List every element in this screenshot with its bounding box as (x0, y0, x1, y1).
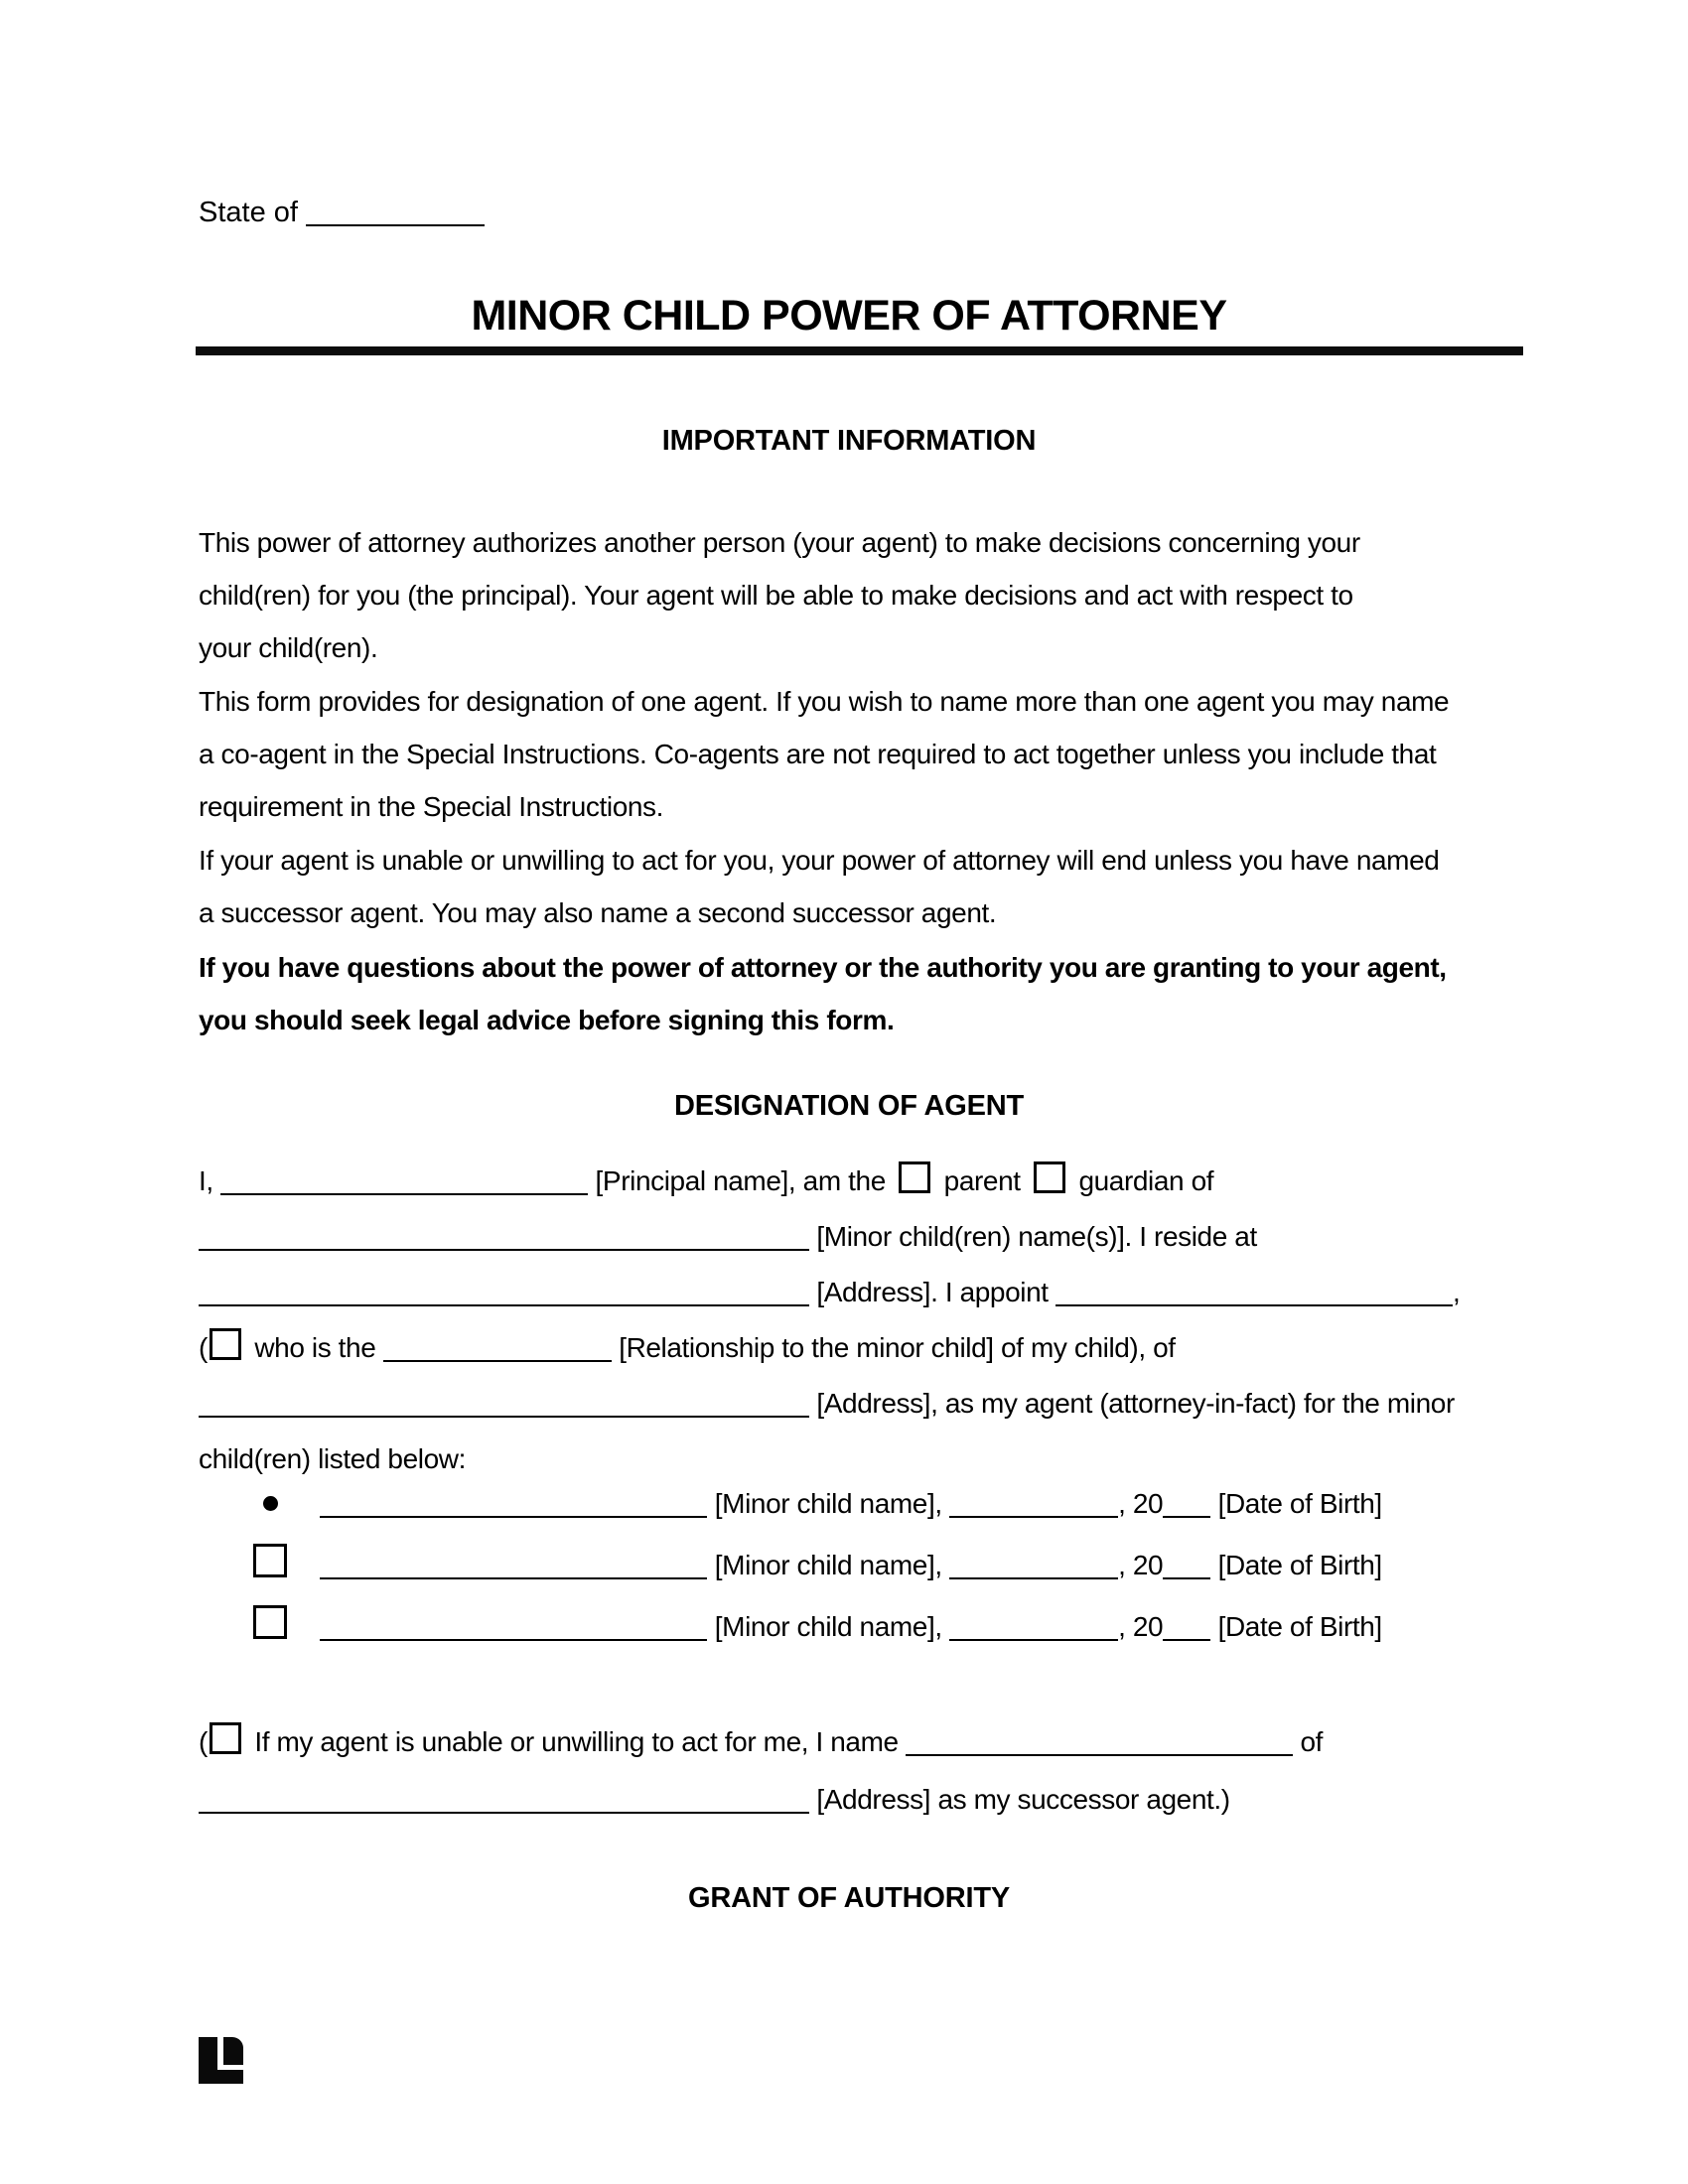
child-dob-blank[interactable] (949, 1548, 1118, 1579)
paragraph-line: If you have questions about the power of attorney or the authority you are granting to your agent, (199, 952, 1447, 983)
child-dob-blank[interactable] (949, 1609, 1118, 1641)
successor-name-blank[interactable] (906, 1724, 1293, 1756)
designation-line-5 (199, 1376, 1460, 1432)
child-2-marker (253, 1535, 287, 1596)
agent-name-blank[interactable] (1055, 1275, 1453, 1306)
child-list-intro-label: child(ren) listed below: (199, 1443, 466, 1474)
date-of-birth-label: [Date of Birth] (1217, 1488, 1382, 1519)
residence-address-blank[interactable] (199, 1275, 809, 1306)
relationship-label: [Relationship to the minor child] of my child), of (619, 1332, 1176, 1363)
date-of-birth-label: [Date of Birth] (1217, 1550, 1382, 1580)
designation-block (199, 1154, 1460, 1487)
child-row-2 (199, 1535, 1499, 1596)
comma-suffix: , (1453, 1277, 1461, 1307)
principal-name-blank[interactable] (220, 1163, 588, 1195)
paragraph-line: you should seek legal advice before signing this form. (199, 1005, 895, 1035)
residence-address-label: [Address]. I appoint (816, 1277, 1049, 1307)
important-info-paragraph-1 (199, 516, 1360, 674)
child-name-label: [Minor child name], (714, 1488, 942, 1519)
designation-line-4 (199, 1320, 1460, 1376)
agent-address-blank[interactable] (199, 1386, 809, 1418)
state-name-blank[interactable] (306, 195, 485, 226)
designation-line-2 (199, 1209, 1460, 1265)
logo-bottom-bar (199, 2070, 243, 2084)
year-prefix-label: , 20 (1118, 1488, 1164, 1519)
child-2-checkbox[interactable] (253, 1544, 287, 1577)
paragraph-line: a successor agent. You may also name a second successor agent. (199, 897, 997, 928)
parent-label: parent (943, 1165, 1021, 1196)
successor-agent-checkbox[interactable] (210, 1722, 241, 1754)
successor-address-label: [Address] as my successor agent.) (816, 1784, 1230, 1815)
principal-name-label: [Principal name], am the (595, 1165, 886, 1196)
year-prefix-label: , 20 (1118, 1550, 1164, 1580)
relationship-checkbox[interactable] (210, 1328, 241, 1360)
important-information-heading: IMPORTANT INFORMATION (661, 425, 1037, 457)
minor-children-names-blank[interactable] (199, 1219, 809, 1251)
page-title: MINOR CHILD POWER OF ATTORNEY (471, 292, 1227, 340)
important-info-paragraph-4-bold (199, 941, 1447, 1046)
title-rule (196, 346, 1523, 355)
successor-of-label: of (1300, 1726, 1324, 1757)
child-dob-blank[interactable] (949, 1486, 1118, 1518)
successor-line-2 (199, 1771, 1323, 1829)
child-row-1 (199, 1473, 1499, 1535)
paragraph-line: your child(ren). (199, 632, 378, 663)
agent-address-label: [Address], as my agent (attorney-in-fact) for the minor (816, 1388, 1455, 1419)
i-prefix: I, (199, 1165, 213, 1196)
child-3-marker (253, 1596, 287, 1658)
open-paren: ( (199, 1332, 208, 1363)
child-name-blank[interactable] (320, 1548, 707, 1579)
child-name-label: [Minor child name], (714, 1611, 942, 1642)
successor-address-blank[interactable] (199, 1782, 809, 1814)
important-info-paragraph-2 (199, 675, 1449, 833)
important-info-paragraph-3 (199, 834, 1439, 939)
child-name-blank[interactable] (320, 1609, 707, 1641)
minor-children-list (199, 1473, 1499, 1658)
child-dob-year-blank[interactable] (1163, 1486, 1210, 1518)
successor-agent-clause (199, 1713, 1323, 1829)
child-name-label: [Minor child name], (714, 1550, 942, 1580)
child-dob-year-blank[interactable] (1163, 1548, 1210, 1579)
paragraph-line: a co-agent in the Special Instructions. Co-agents are not required to act together unless you include that (199, 739, 1437, 769)
guardian-checkbox[interactable] (1034, 1161, 1065, 1193)
designation-of-agent-heading: DESIGNATION OF AGENT (673, 1090, 1025, 1122)
who-is-the-label: who is the (254, 1332, 376, 1363)
designation-line-3 (199, 1265, 1460, 1320)
child-row-3 (199, 1596, 1499, 1658)
child-name-blank[interactable] (320, 1486, 707, 1518)
relationship-blank[interactable] (383, 1330, 612, 1362)
designation-line-1 (199, 1154, 1460, 1209)
guardian-label: guardian of (1078, 1165, 1214, 1196)
bullet-dot (263, 1496, 278, 1511)
child-dob-year-blank[interactable] (1163, 1609, 1210, 1641)
minor-children-names-label: [Minor child(ren) name(s)]. I reside at (816, 1221, 1257, 1252)
bullet-marker (253, 1473, 287, 1535)
state-of-line (199, 195, 485, 230)
paragraph-line: requirement in the Special Instructions. (199, 791, 664, 822)
year-prefix-label: , 20 (1118, 1611, 1164, 1642)
grant-of-authority-heading: GRANT OF AUTHORITY (688, 1882, 1010, 1914)
paragraph-line: This form provides for designation of one agent. If you wish to name more than one agent you may name (199, 686, 1450, 717)
legal-templates-logo (199, 2037, 243, 2084)
paragraph-line: child(ren) for you (the principal). Your agent will be able to make decisions and act with respect to (199, 580, 1353, 611)
successor-clause-text: If my agent is unable or unwilling to act for me, I name (254, 1726, 899, 1757)
open-paren: ( (199, 1726, 208, 1757)
paragraph-line: This power of attorney authorizes another person (your agent) to make decisions concerning your (199, 527, 1360, 558)
child-3-checkbox[interactable] (253, 1605, 287, 1639)
parent-checkbox[interactable] (899, 1161, 930, 1193)
logo-corner-block (223, 2037, 243, 2065)
paragraph-line: If your agent is unable or unwilling to act for you, your power of attorney will end unless you have named (199, 845, 1440, 876)
successor-line-1 (199, 1713, 1323, 1771)
state-of-label: State of (199, 197, 298, 228)
date-of-birth-label: [Date of Birth] (1217, 1611, 1382, 1642)
